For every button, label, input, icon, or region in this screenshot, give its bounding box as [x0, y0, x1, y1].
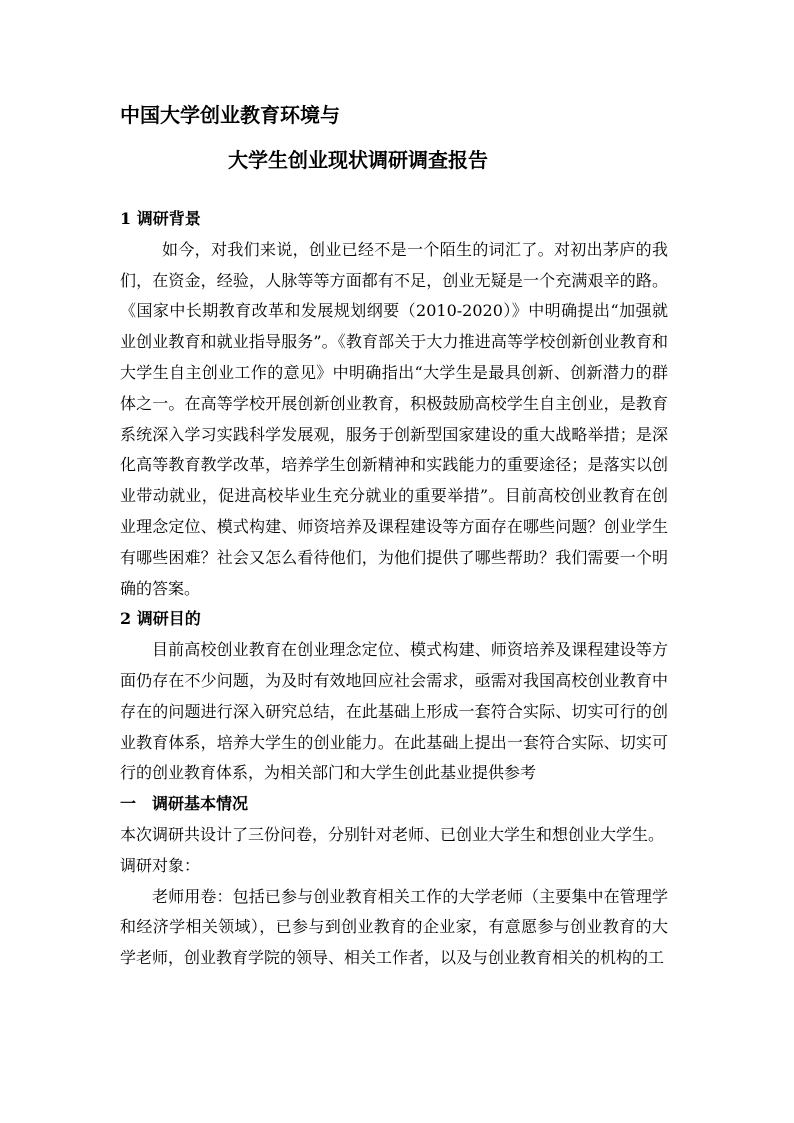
document-title-line-2: 大学生创业现状调研调查报告 [228, 148, 488, 172]
paragraph-overview: 本次调研共设计了三份问卷，分别针对老师、已创业大学生和想创业大学生。 [120, 824, 665, 844]
paragraph-purpose: 目前高校创业教育在创业理念定位、模式构建、师资培养及课程建设等方面仍存在不少问题，为及时有效地回应社会需求，亟需对我国高校创业教育中存在的问题进行深入研究总结，在此基础上形成一套符合实际、切实可行的创业教育体系，培养大学生的创业能力。在此基础上提出一套符合实际、切实可行的创业教育体系，为相关部门和大学生创此基业提供参考 [120, 640, 668, 783]
paragraph-subjects-label: 调研对象： [120, 855, 201, 875]
section-heading-overview: 一 调研基本情况 [120, 794, 249, 814]
section-heading-purpose: 2 调研目的 [120, 609, 201, 629]
paragraph-teacher-questionnaire: 老师用卷：包括已参与创业教育相关工作的大学老师（主要集中在管理学和经济学相关领域），已参与到创业教育的企业家，有意愿参与创业教育的大学老师，创业教育学院的领导、相关工作者，以及与创业教育相关的机构的工 [120, 886, 668, 968]
document-body [120, 204, 668, 974]
paragraph-background: 如今，对我们来说，创业已经不是一个陌生的词汇了。对初出茅庐的我们，在资金，经验，人脉等等方面都有不足，创业无疑是一个充满艰辛的路。《国家中长期教育改革和发展规划纲要（2010-2020）》中明确提出“加强就业创业教育和就业指导服务”。《教育部关于大力推进高等学校创新创业教育和大学生自主创业工作的意见》中明确指出“大学生是最具创新、创新潜力的群体之一。在高等学校开展创新创业教育，积极鼓励高校学生自主创业，是教育系统深入学习实践科学发展观，服务于创新型国家建设的重大战略举措；是深化高等教育教学改革，培养学生创新精神和实践能力的重要途径；是落实以创业带动就业，促进高校毕业生充分就业的重要举措”。目前高校创业教育在创业理念定位、模式构建、师资培养及课程建设等方面存在哪些问题？创业学生有哪些困难？社会又怎么看待他们，为他们提供了哪些帮助？我们需要一个明确的答案。 [120, 239, 668, 598]
section-heading-background: 1 调研背景 [120, 209, 201, 228]
document-title-line-1: 中国大学创业教育环境与 [120, 103, 340, 127]
